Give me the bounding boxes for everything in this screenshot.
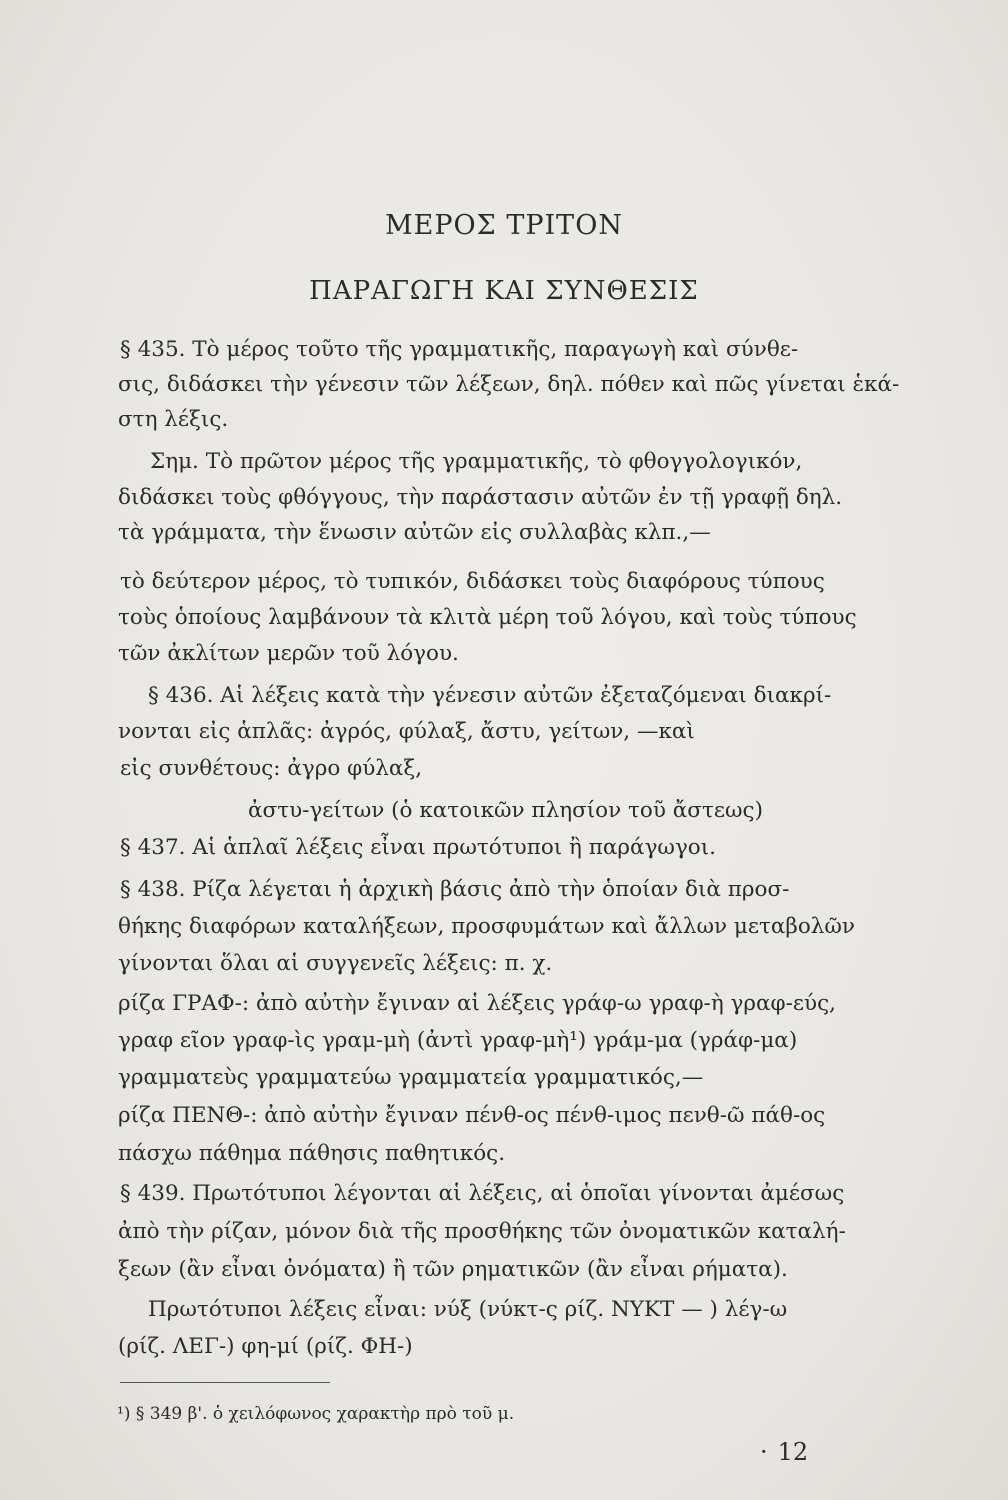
- text-line: διδάσκει τοὺς φθόγγους, τὴν παράστασιν αὐτῶν ἐν τῇ γραφῇ δηλ.: [118, 485, 843, 510]
- text-line: τῶν ἀκλίτων μερῶν τοῦ λόγου.: [118, 641, 459, 666]
- text-line: ἀστυ-γείτων (ὁ κατοικῶν πλησίον τοῦ ἄστεως): [248, 798, 763, 823]
- text-line: Σημ. Τὸ πρῶτον μέρος τῆς γραμματικῆς, τὸ φθογγολογικόν,: [150, 449, 803, 474]
- text-line: γίνονται ὅλαι αἱ συγγενεῖς λέξεις: π. χ.: [118, 951, 553, 976]
- text-line: νονται εἰς ἁπλᾶς: ἀγρός, φύλαξ, ἄστυ, γείτων, —καὶ: [118, 719, 695, 744]
- text-line: § 438. Ρίζα λέγεται ἡ ἀρχικὴ βάσις ἀπὸ τὴν ὁποίαν διὰ προσ-: [120, 877, 790, 902]
- text-line: ἀπὸ τὴν ρίζαν, μόνον διὰ τῆς προσθήκης τῶν ὀνοματικῶν καταλή-: [118, 1219, 846, 1244]
- text-line: θήκης διαφόρων καταλήξεων, προσφυμάτων καὶ ἄλλων μεταβολῶν: [118, 914, 856, 939]
- part-title: ΜΕΡΟΣ ΤΡΙΤΟΝ: [385, 210, 623, 241]
- text-line: § 437. Αἱ ἁπλαῖ λέξεις εἶναι πρωτότυποι ἢ παράγωγοι.: [120, 835, 717, 860]
- text-line: σις, διδάσκει τὴν γένεσιν τῶν λέξεων, δηλ. πόθεν καὶ πῶς γίνεται ἑκά-: [118, 372, 900, 397]
- text-line: § 436. Αἱ λέξεις κατὰ τὴν γένεσιν αὐτῶν ἐξεταζόμεναι διακρί-: [148, 683, 832, 708]
- text-line: εἰς συνθέτους: ἀγρο φύλαξ,: [120, 756, 423, 781]
- text-line: ρίζα ΠΕΝΘ-: ἀπὸ αὐτὴν ἔγιναν πένθ-ος πένθ-ιμος πενθ-ῶ πάθ-ος: [118, 1103, 826, 1128]
- text-line: γραφ εῖον γραφ-ὶς γραμ-μὴ (ἀντὶ γραφ-μὴ¹) γράμ-μα (γράφ-μα): [118, 1028, 798, 1053]
- text-line: Πρωτότυποι λέξεις εἶναι: νύξ (νύκτ-ς ρίζ. ΝΥΚΤ — ) λέγ-ω: [148, 1297, 788, 1322]
- text-line: τοὺς ὁποίους λαμβάνουν τὰ κλιτὰ μέρη τοῦ λόγου, καὶ τοὺς τύπους: [118, 605, 857, 630]
- page-number-dot: ·: [760, 1438, 768, 1466]
- text-line: στη λέξις.: [118, 407, 229, 432]
- text-line: ρίζα ΓΡΑΦ-: ἀπὸ αὐτὴν ἔγιναν αἱ λέξεις γράφ-ω γραφ-ὴ γραφ-εύς,: [118, 991, 836, 1016]
- section-title: ΠΑΡΑΓΩΓΗ ΚΑΙ ΣΥΝΘΕΣΙΣ: [309, 276, 699, 306]
- text-line: ξεων (ἂν εἶναι ὀνόματα) ἢ τῶν ρηματικῶν (ἂν εἶναι ρήματα).: [118, 1257, 788, 1282]
- footnote: ¹) § 349 β'. ὁ χειλόφωνος χαρακτὴρ πρὸ τοῦ μ.: [117, 1404, 515, 1424]
- page-number: [760, 1438, 808, 1466]
- text-line: γραμματεὺς γραμματεύω γραμματεία γραμματικός,—: [118, 1065, 704, 1090]
- text-line: τὸ δεύτερον μέρος, τὸ τυπικόν, διδάσκει τοὺς διαφόρους τύπους: [120, 569, 825, 594]
- footnote-divider: [120, 1382, 330, 1383]
- text-line: § 435. Τὸ μέρος τοῦτο τῆς γραμματικῆς, παραγωγὴ καὶ σύνθε-: [120, 337, 799, 362]
- text-line: πάσχω πάθημα πάθησις παθητικός.: [118, 1141, 506, 1166]
- text-line: (ρίζ. ΛΕΓ-) φη-μί (ρίζ. ΦΗ-): [118, 1334, 413, 1359]
- text-line: § 439. Πρωτότυποι λέγονται αἱ λέξεις, αἱ ὁποῖαι γίνονται ἀμέσως: [120, 1181, 845, 1206]
- page-number-value: 12: [777, 1438, 809, 1466]
- text-line: τὰ γράμματα, τὴν ἕνωσιν αὐτῶν εἰς συλλαβὰς κλπ.,—: [118, 520, 711, 545]
